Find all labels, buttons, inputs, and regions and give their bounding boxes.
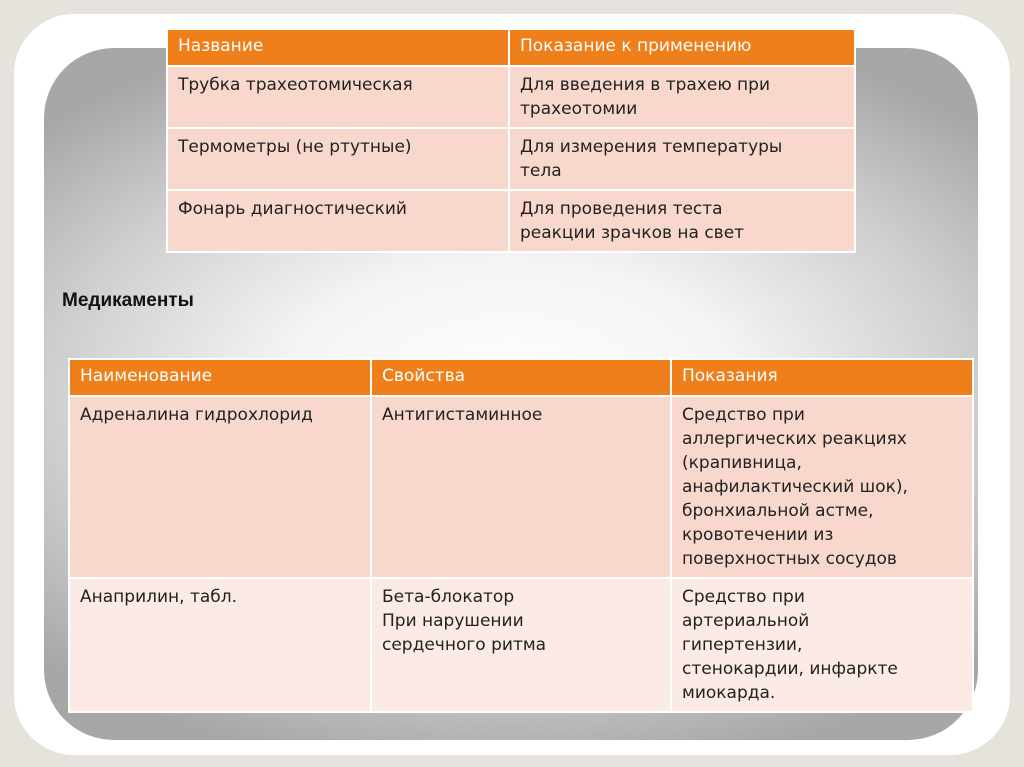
table-cell: Средство при артериальной гипертензии, стенокардии, инфаркте миокарда. xyxy=(671,578,973,712)
column-header: Показание к применению xyxy=(509,29,855,66)
table-row xyxy=(167,128,855,190)
table-row xyxy=(69,396,973,578)
table-cell: Адреналина гидрохлорид xyxy=(69,396,371,578)
column-header: Название xyxy=(167,29,509,66)
tools-table xyxy=(166,28,856,253)
table-cell: Трубка трахеотомическая xyxy=(167,66,509,128)
medications-table xyxy=(68,358,974,713)
table-cell: Средство при аллергических реакциях (крапивница, анафилактический шок), бронхиальной астме, кровотечении из поверхностных сосудов xyxy=(671,396,973,578)
table-cell: Анаприлин, табл. xyxy=(69,578,371,712)
table-header-row xyxy=(69,359,973,396)
column-header: Наименование xyxy=(69,359,371,396)
table-row xyxy=(69,578,973,712)
table-cell: Термометры (не ртутные) xyxy=(167,128,509,190)
table-cell: Для проведения теста реакции зрачков на свет xyxy=(509,190,855,252)
table-row xyxy=(167,66,855,128)
column-header: Свойства xyxy=(371,359,671,396)
column-header: Показания xyxy=(671,359,973,396)
table-header-row xyxy=(167,29,855,66)
table-cell: Для измерения температуры тела xyxy=(509,128,855,190)
table-cell: Бета-блокатор При нарушении сердечного ритма xyxy=(371,578,671,712)
table-cell: Фонарь диагностический xyxy=(167,190,509,252)
table-cell: Антигистаминное xyxy=(371,396,671,578)
table-row xyxy=(167,190,855,252)
section-title: Медикаменты xyxy=(62,290,194,311)
table-cell: Для введения в трахею при трахеотомии xyxy=(509,66,855,128)
